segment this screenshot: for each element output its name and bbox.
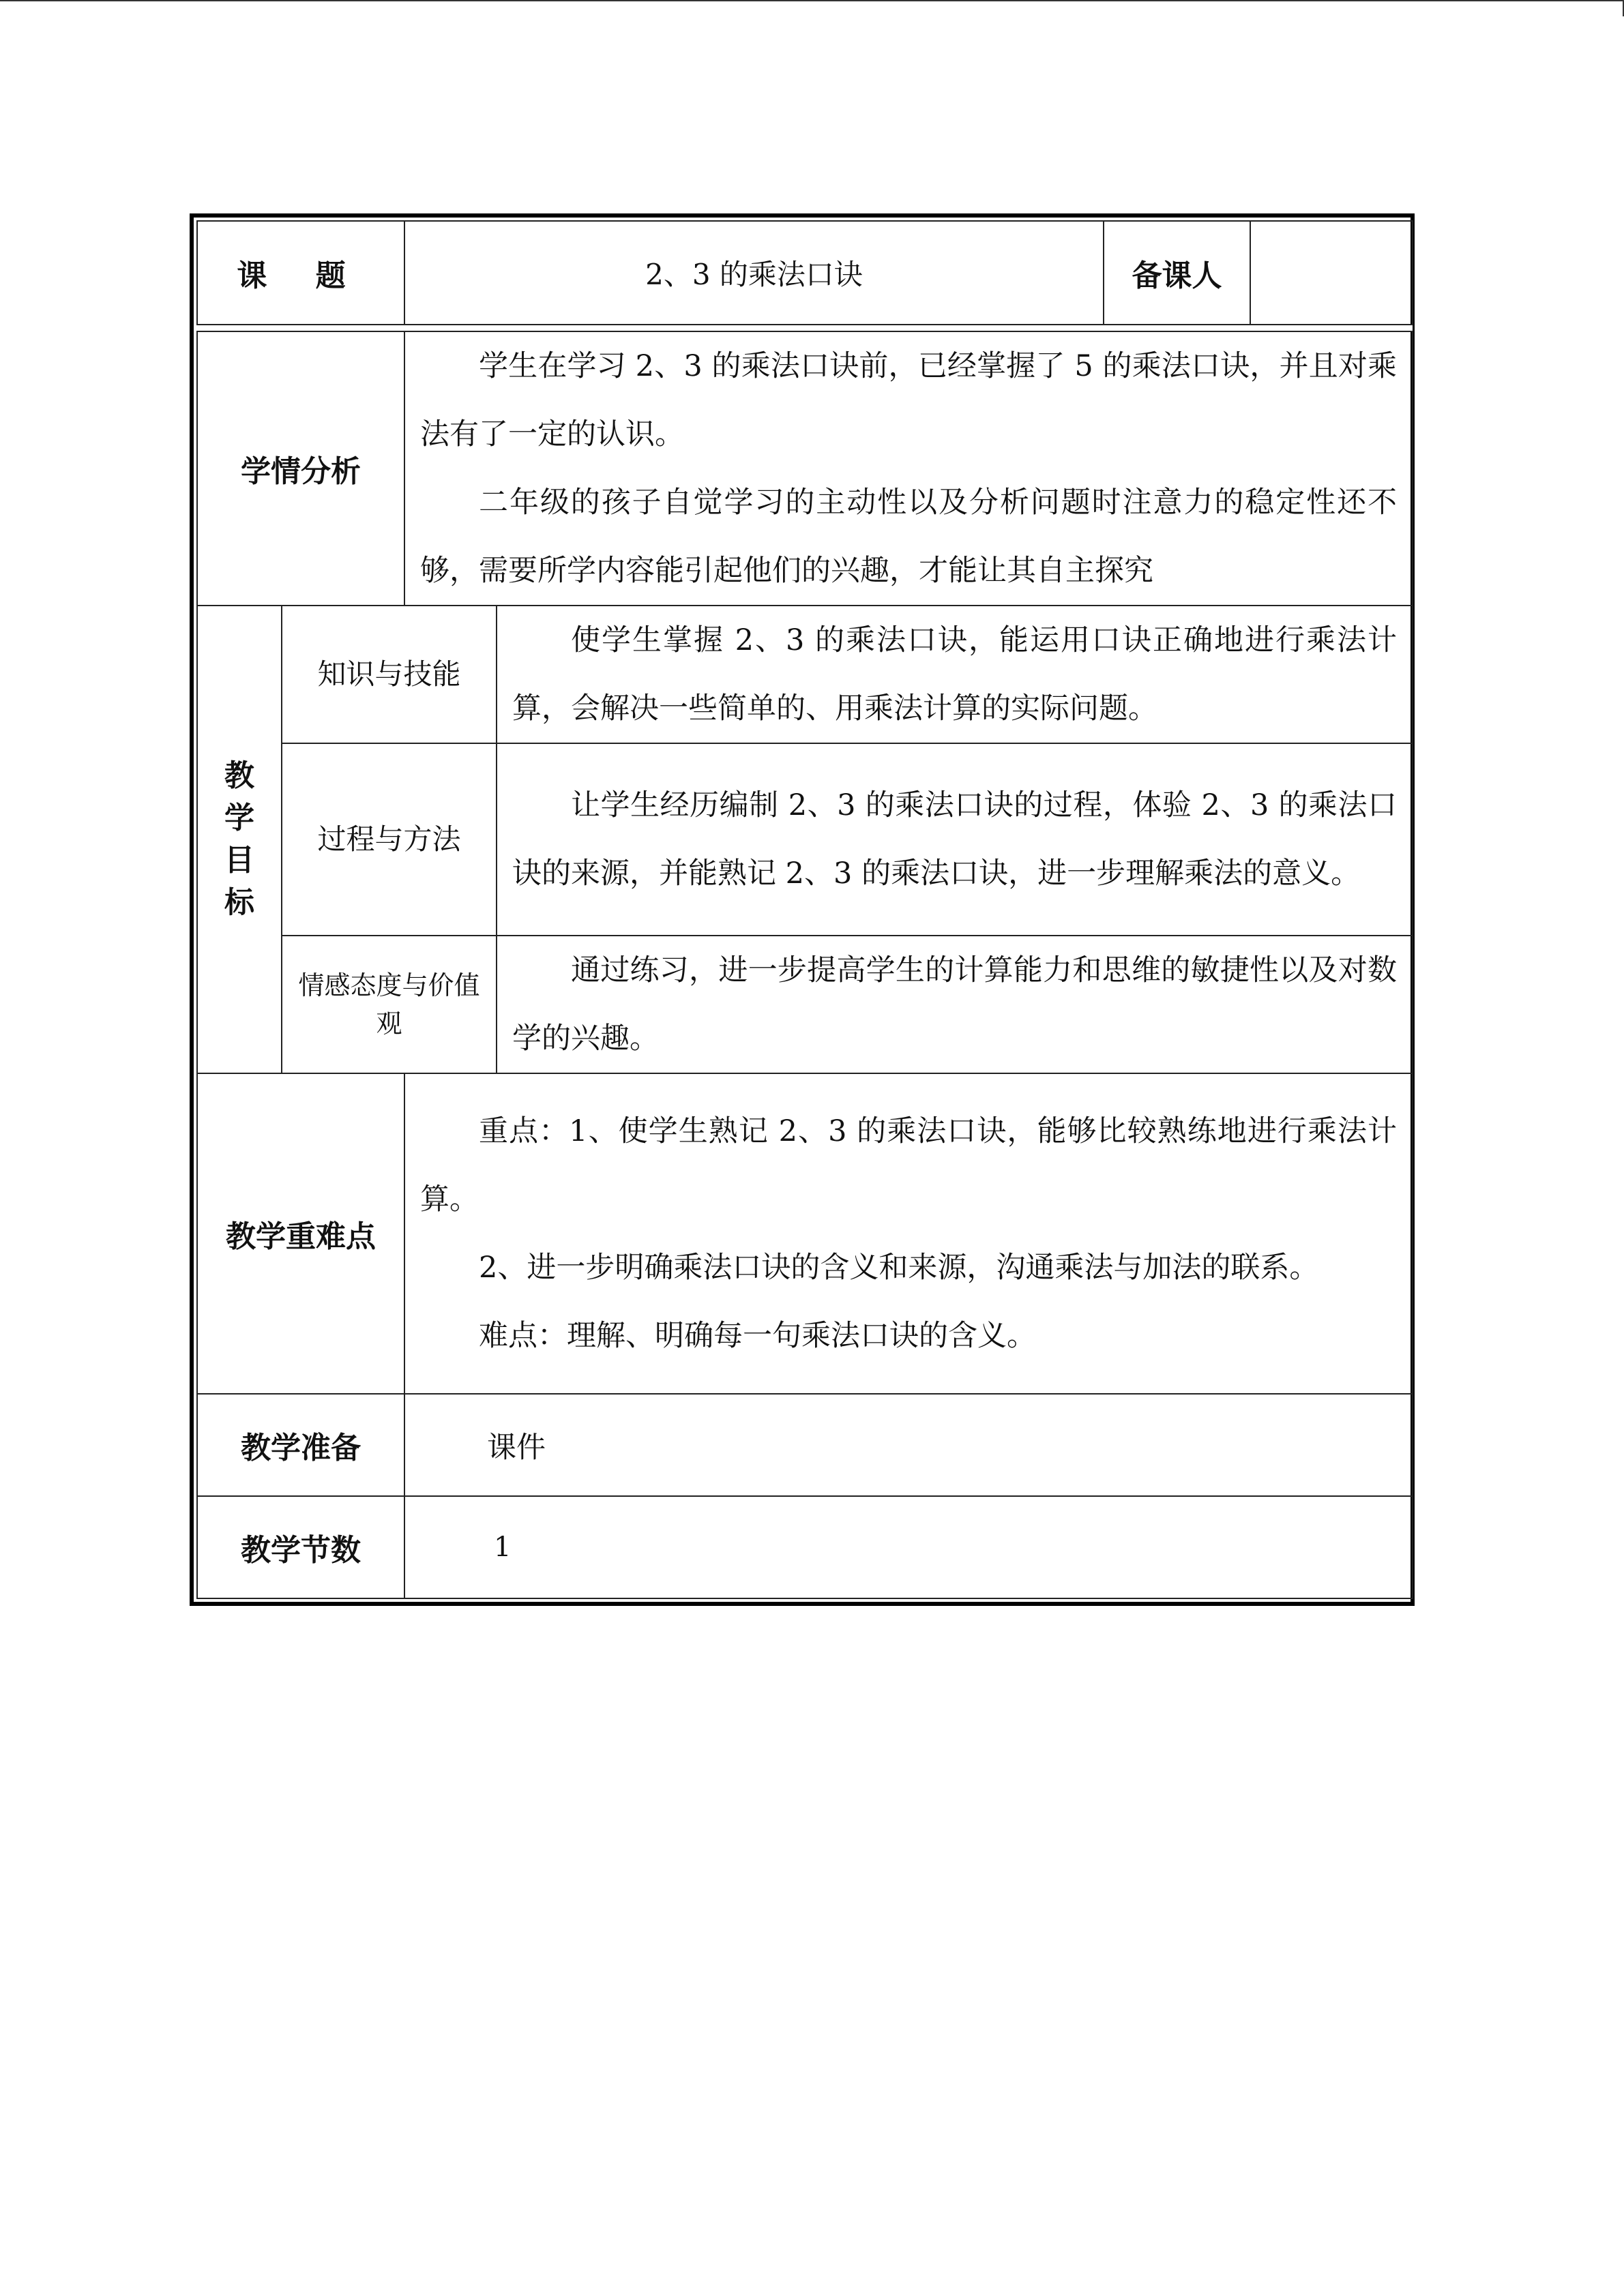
header-row [197, 221, 1413, 325]
key-points-paragraph: 重点：1、使学生熟记 2、3 的乘法口诀，能够比较熟练地进行乘法计算。 [420, 1114, 1398, 1217]
objective-paragraph: 通过练习，进一步提高学生的计算能力和思维的敏捷性以及对数学的兴趣。 [512, 953, 1398, 1056]
key-points-label: 教学重难点 [197, 1073, 404, 1394]
periods-label: 教学节数 [197, 1496, 404, 1598]
analysis-row [197, 331, 1413, 606]
objectives-label-char: 教 [224, 758, 254, 793]
preparer-label: 备课人 [1104, 221, 1250, 325]
objectives-label-char: 学 [224, 801, 254, 835]
topic-label: 课 题 [197, 221, 404, 325]
header-separator [197, 325, 1413, 331]
objective-label-attitude: 情感态度与价值观 [282, 936, 497, 1073]
analysis-paragraph: 学生在学习 2、3 的乘法口诀前，已经掌握了 5 的乘法口诀，并且对乘法有了一定的认识。 [420, 349, 1398, 451]
objective-row-attitude [197, 936, 1413, 1073]
preparation-value: 课件 [404, 1394, 1413, 1496]
analysis-content [404, 331, 1413, 606]
objective-label-knowledge: 知识与技能 [282, 606, 497, 743]
lesson-plan-table [190, 213, 1415, 1606]
page-top-border [0, 0, 1624, 1]
key-points-paragraph: 难点：理解、明确每一句乘法口诀的含义。 [479, 1319, 1037, 1353]
topic-value: 2、3 的乘法口诀 [404, 221, 1104, 325]
key-points-paragraph: 2、进一步明确乘法口诀的含义和来源，沟通乘法与加法的联系。 [479, 1251, 1319, 1285]
preparation-label: 教学准备 [197, 1394, 404, 1496]
objective-text-attitude [497, 936, 1413, 1073]
preparation-row [197, 1394, 1413, 1496]
analysis-paragraph: 二年级的孩子自觉学习的主动性以及分析问题时注意力的稳定性还不够，需要所学内容能引起他们的兴趣，才能让其自主探究 [420, 486, 1398, 588]
objective-label-process: 过程与方法 [282, 743, 497, 936]
objectives-label-char: 目 [224, 843, 254, 878]
periods-row [197, 1496, 1413, 1598]
objective-row-process [197, 743, 1413, 936]
objectives-label-char: 标 [224, 885, 254, 920]
objective-paragraph: 让学生经历编制 2、3 的乘法口诀的过程，体验 2、3 的乘法口诀的来源，并能熟记 2、3 的乘法口诀，进一步理解乘法的意义。 [512, 788, 1398, 891]
analysis-label: 学情分析 [197, 331, 404, 606]
objectives-label [197, 606, 282, 1073]
objective-row-knowledge [197, 606, 1413, 743]
periods-value: 1 [404, 1496, 1413, 1598]
key-points-content [404, 1073, 1413, 1394]
objective-paragraph: 使学生掌握 2、3 的乘法口诀，能运用口诀正确地进行乘法计算，会解决一些简单的、用乘法计算的实际问题。 [512, 623, 1398, 726]
objective-text-process [497, 743, 1413, 936]
preparer-value [1250, 221, 1413, 325]
key-points-row [197, 1073, 1413, 1394]
objective-text-knowledge [497, 606, 1413, 743]
